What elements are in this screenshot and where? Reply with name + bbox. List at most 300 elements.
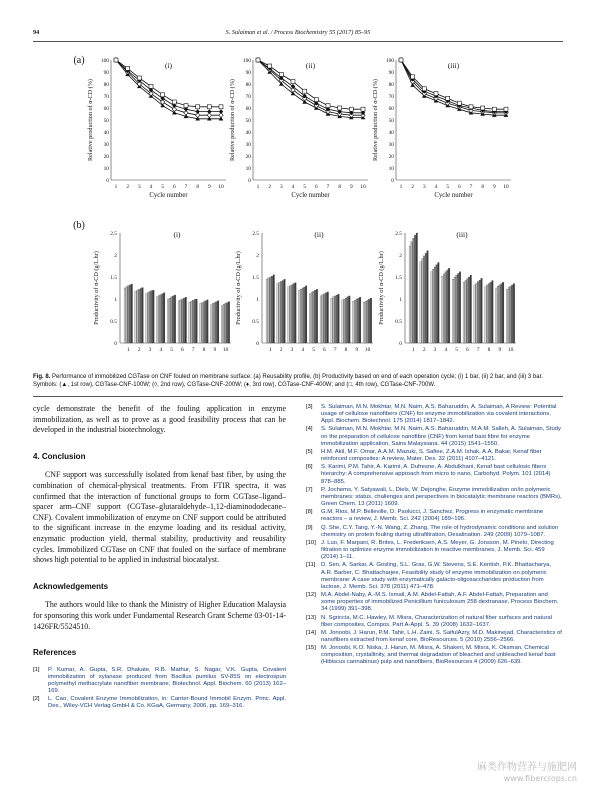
bar [501, 284, 503, 343]
x-tick-label: 6 [181, 347, 184, 353]
bar [270, 277, 272, 343]
bar [497, 286, 499, 343]
x-tick-label: 3 [279, 184, 283, 190]
x-axis-label: Cycle number [149, 192, 188, 199]
x-tick-label: 10 [218, 184, 224, 190]
reference-item: [2] L. Cao, Covalent Enzyme Immobilization, in: Carrier-Bound Immobil Enzym. Princ. Appl. Des., Wiley-VCH Verlag GmbH & Co. KGaA, Germany, 2006, pp. 169–316. [33, 696, 286, 710]
y-tick-label: 0.5 [395, 319, 402, 325]
square-point [279, 72, 283, 76]
bar [438, 262, 440, 343]
bar [180, 300, 182, 343]
bar [470, 275, 472, 343]
running-header [33, 29, 563, 41]
bar [142, 288, 144, 343]
bar [203, 302, 205, 343]
bar [305, 286, 307, 343]
paragraph-continued: cycle demonstrate the benefit of the fouling application in enzyme immobilization, as well as to prove as a good feasibility process that can be developed in the industrial biotechnology. [33, 404, 286, 435]
bar [352, 301, 354, 343]
bar [338, 294, 340, 343]
x-tick-label: 1 [127, 347, 130, 353]
bar [158, 295, 160, 343]
bar [467, 279, 469, 343]
y-tick-label: 1.5 [395, 275, 402, 281]
y-tick-label: 10 [388, 166, 394, 172]
x-tick-label: 6 [323, 347, 326, 353]
bar [284, 279, 286, 343]
y-tick-label: 1 [114, 297, 117, 303]
bar [468, 277, 470, 343]
y-tick-label: 40 [103, 130, 109, 136]
section-heading-conclusion: 4. Conclusion [33, 451, 86, 461]
x-tick-label: 4 [301, 347, 305, 353]
square-point [446, 96, 450, 100]
bar [221, 306, 223, 343]
bar [138, 289, 140, 343]
bar [225, 303, 227, 343]
bar [432, 269, 434, 343]
reference-list-right [306, 404, 563, 668]
bar [205, 301, 207, 343]
bar [135, 291, 137, 343]
y-tick-label: 1.5 [252, 275, 259, 281]
square-point [268, 64, 272, 68]
bar [200, 303, 202, 343]
bar [349, 296, 351, 343]
bar [490, 282, 492, 343]
square-point [291, 80, 295, 84]
square-point [172, 100, 176, 104]
reference-item: [8] G.M. Rios, M.P. Belleville, D. Paolucci, J. Sanchez, Progress in enzymatic membrane reactors – a review, J. Memb. Sci. 242 (2004) 189–196. [306, 509, 563, 523]
x-tick-label: 9 [355, 347, 359, 353]
reference-item: [11] D. Sen, A. Sarkar, A. Gosling, S.L. Gras, G.W. Stevens, S.E. Kentish, P.K. Bhattacharya, A.R. Barber, C. Bhattacharjee, Feasibility study of enzyme immobilization on polymeric membrane: A case study with enzymatically galacto-oligosaccharides production from lactose, J. Memb. Sci. 378 (2011) 471–478. [306, 562, 563, 590]
bar [163, 293, 165, 343]
y-tick-label: 0 [114, 341, 117, 347]
x-tick-label: 4 [159, 347, 163, 353]
reference-link[interactable]: S. Karimi, P.M. Tahir, A. Karimi, A. Dufresne, A. Abdulkhani, Kenaf bast cellulosic fibers hierarchy: A comprehensive approach from micro to nano, Carbohyd. Polym. 101 (2014) 878–885. [321, 464, 551, 485]
x-tick-label: 5 [303, 184, 307, 190]
square-point [411, 75, 415, 79]
bar [409, 246, 411, 343]
bar [356, 299, 358, 343]
bar [336, 295, 338, 343]
bar [411, 242, 413, 343]
reference-link[interactable]: G.M. Rios, M.P. Belleville, D. Paolucci, J. Sanchez, Progress in enzymatic membrane reactors – a review, J. Memb. Sci. 242 (2004) 189–196. [321, 509, 544, 523]
diamond-point [219, 109, 223, 114]
bar [311, 292, 313, 343]
bar [416, 233, 418, 343]
bar [413, 238, 415, 343]
bar [359, 297, 361, 343]
bar [137, 290, 139, 343]
y-tick-label: 1 [399, 297, 402, 303]
x-tick-label: 2 [126, 184, 130, 190]
y-tick-label: 90 [103, 70, 109, 76]
square-point [114, 58, 118, 62]
y-axis-label: Relative production of α-CD (%) [87, 79, 94, 161]
reference-item: [14] M. Jonoobi, J. Harun, P.M. Tahir, L.H. Zaini, S. SaifulAzry, M.D. Makinejad, Characteristics of nanofibers extracted from kenaf core, BioResources. 5 (2010) 2556–2566. [306, 629, 562, 643]
bar [124, 288, 126, 343]
watermark [477, 762, 577, 784]
y-tick-label: 0 [399, 341, 402, 347]
reference-link[interactable]: M.A. Abdel-Naby, A.-M.S. Ismail, A.M. Abdel-Fattah, A.F. Abdel-Fattah, Preparation and some properties of immobilized Penicillium funiculosum 258 dextranase, Process Biochem. 34 (1999) 391–398. [321, 592, 559, 613]
bar [146, 294, 148, 343]
x-tick-label: 10 [503, 184, 509, 190]
bar [448, 268, 450, 343]
y-tick-label: 100 [242, 58, 251, 64]
bar [309, 294, 311, 343]
y-tick-label: 80 [388, 82, 394, 88]
bar [207, 300, 209, 343]
bar [295, 283, 297, 343]
bar [358, 298, 360, 343]
bar [280, 281, 282, 343]
bar [513, 284, 515, 343]
y-tick-label: 70 [388, 94, 394, 100]
x-tick-label: 6 [172, 184, 176, 190]
y-tick-label: 30 [245, 142, 251, 148]
reference-link[interactable]: D. Sen, A. Sarkar, A. Gosling, S.L. Gras, G.W. Stevens, S.E. Kentish, P.K. Bhattacharya, A.R. Barber, C. Bhattacharjee, Feasibility study of enzyme immobilization on polymeric membrane: A case study with enzymatically galacto-oligosaccharides production from lactose, J. Memb. Sci. 378 (2011) 471–478. [321, 562, 552, 590]
y-tick-label: 1.5 [110, 275, 117, 281]
bar [320, 296, 322, 343]
bar [354, 300, 356, 343]
y-tick-label: 60 [388, 106, 394, 112]
reference-link[interactable]: M. Jonoobi, J. Harun, P.M. Tahir, L.H. Zaini, S. SaifulAzry, M.D. Makinejad, Characteristics of nanofibers extracted from kenaf core, BioResources. 5 (2010) 2556–2566. [321, 629, 562, 643]
bar [216, 302, 218, 343]
bar [140, 288, 142, 343]
bar [441, 276, 443, 343]
x-tick-label: 3 [422, 184, 426, 190]
bar [495, 288, 497, 343]
page-number: 94 [33, 29, 40, 36]
x-tick-label: 4 [444, 347, 448, 353]
x-tick-label: 2 [137, 347, 141, 353]
section-heading-acknowledgements: Acknowledgements [33, 581, 109, 591]
y-tick-label: 0 [256, 341, 259, 347]
reference-list-left [33, 667, 286, 711]
bar [457, 273, 459, 343]
bar [342, 300, 344, 343]
x-tick-label: 10 [222, 347, 229, 353]
y-axis-label: Productivity of α-CD (g/L.hr) [93, 251, 100, 325]
bar [420, 262, 422, 343]
x-tick-label: 8 [344, 347, 348, 353]
reference-item: [4] S. Sulaiman, M.N. Mokhtar, M.N. Naim, A.S. Baharuddin, M.A.M. Salleh, A. Sulaiman, Study on the preparation of cellulose nanofibre (CNF) from kenaf bast fibre for enzyme immobilization application, Sains Malaysiana. 44 (2015) 1541–1550. [306, 426, 563, 447]
square-point [149, 84, 153, 88]
bar [343, 299, 345, 343]
square-point [161, 93, 165, 97]
square-point [184, 104, 188, 108]
x-tick-label: 6 [466, 347, 469, 353]
reference-link[interactable]: P. Jochems, Y. Satyawali, L. Diels, W. Dejonghe, Enzyme immobilization on/in polymeric membranes: status, challenges and perspectives in biocatalytic membrane reactors (BMRs), Green Chem. 13 (2011) 1609. [321, 486, 562, 507]
watermark-text: 麻类作物营养与施肥网 [477, 762, 577, 773]
bar [368, 299, 370, 343]
x-tick-label: 9 [498, 347, 502, 353]
bar [314, 290, 316, 343]
bar [334, 296, 336, 343]
x-tick-label: 7 [469, 184, 473, 190]
reference-link[interactable]: Q. She, C.Y. Tang, Y.-N. Wang, Z. Zhang, The role of hydrodynamic conditions and solution chemistry on protein fouling during ultrafiltration, Desalination. 249 (2009) 1079–1087. [321, 524, 559, 538]
y-tick-label: 70 [245, 94, 251, 100]
bar [223, 304, 225, 343]
bar [178, 301, 180, 343]
bar [293, 284, 295, 343]
bar [511, 285, 513, 343]
bar [194, 299, 196, 343]
square-point [349, 107, 353, 111]
bar [160, 295, 162, 343]
bar [486, 285, 488, 343]
bar [126, 287, 128, 343]
y-axis-label: Productivity of α-CD (g/L.hr) [235, 251, 242, 325]
y-tick-label: 0 [106, 178, 109, 184]
bar [365, 301, 367, 343]
bar [436, 265, 438, 343]
subpanel-label: (iii) [456, 230, 468, 239]
x-tick-label: 4 [434, 184, 438, 190]
bar [266, 279, 268, 343]
x-tick-label: 1 [256, 184, 260, 190]
y-tick-label: 90 [388, 70, 394, 76]
bar [131, 284, 133, 343]
y-tick-label: 50 [103, 118, 109, 124]
bar [201, 303, 203, 343]
y-tick-label: 2.5 [395, 231, 402, 237]
x-tick-label: 2 [422, 347, 426, 353]
reference-item: [5] H.M. Akil, M.F. Omar, A.A.M. Mazuki, S. Safiee, Z.A.M. Ishak, A.A. Bakar, Kenaf fiber reinforced composites: A review, Mater. Des. 32 (2011) 4107–4121. [306, 449, 563, 463]
x-tick-label: 9 [349, 184, 353, 190]
x-tick-label: 6 [314, 184, 318, 190]
bar [174, 295, 176, 343]
y-axis-label: Productivity of α-CD (g/L.hr) [378, 251, 385, 325]
square-point [469, 105, 473, 109]
subpanel-label: (ii) [305, 61, 316, 70]
y-tick-label: 50 [245, 118, 251, 124]
bar [463, 282, 465, 343]
x-tick-label: 8 [481, 184, 485, 190]
bar [327, 292, 329, 343]
section-heading-references: References [33, 648, 77, 658]
y-tick-label: 20 [103, 154, 109, 160]
y-tick-label: 100 [385, 58, 394, 64]
y-tick-label: 2 [114, 253, 117, 259]
x-tick-label: 3 [290, 347, 294, 353]
reference-item: [9] Q. She, C.Y. Tang, Y.-N. Wang, Z. Zhang, The role of hydrodynamic conditions and solution chemistry on protein fouling during ultrafiltration, Desalination. 249 (2009) 1079–1087. [306, 525, 563, 539]
square-point [481, 106, 485, 110]
reference-link[interactable]: P. Kumar, A. Gupta, S.R. Dhakate, R.B. Mathur, S. Nagar, V.K. Gupta, Covalent immobilization of xylanase produced from Bacillus pumilus SV-85S on electrospun polymethyl methacrylate nanofiber membrane, Biotechnol. Appl. Biochem. 60 (2013) 162–169. [48, 666, 286, 694]
bar [477, 281, 479, 343]
square-point [126, 66, 130, 70]
y-tick-label: 60 [245, 106, 251, 112]
bar [172, 296, 174, 343]
x-tick-label: 5 [170, 347, 173, 353]
x-tick-label: 10 [360, 184, 366, 190]
y-tick-label: 10 [245, 166, 251, 172]
reference-link[interactable]: M. Jonoobi, K.O. Niska, J. Harun, M. Misra, A. Shakeri, M. Misra, K. Oksman, Chemical composition, crystallinity, and thermal degradation of bleached and unbleached kenaf bast (Hibiscus cannabinus) pulp and nanofibers, BioResources 4 (2009) 626–639. [321, 645, 556, 666]
square-point [492, 107, 496, 111]
reference-link[interactable]: S. Sulaiman, M.N. Mokhtar, M.N. Naim, A.S. Baharuddin, M.A.M. Salleh, A. Sulaiman, Study on the preparation of cellulose nanofibre (CNF) from kenaf bast fibre for enzyme immobilization application, Sains Malaysiana. 44 (2015) 1541–1550. [321, 426, 561, 447]
y-tick-label: 0.5 [110, 319, 117, 325]
bar [149, 292, 151, 343]
reference-item: [7] P. Jochems, Y. Satyawali, L. Diels, W. Dejonghe, Enzyme immobilization on/in polymeric membranes: status, challenges and perspectives in biocatalytic membrane reactors (BMRs), Green Chem. 13 (2011) 1609. [306, 486, 562, 507]
bar [226, 303, 228, 343]
bar [268, 278, 270, 343]
bar [434, 267, 436, 343]
bar [510, 286, 512, 343]
square-point [303, 89, 307, 93]
square-point [434, 92, 438, 96]
x-tick-label: 10 [507, 347, 514, 353]
y-tick-label: 20 [245, 154, 251, 160]
x-tick-label: 1 [412, 347, 415, 353]
bar [322, 295, 324, 343]
x-tick-label: 8 [202, 347, 206, 353]
square-point [196, 105, 200, 109]
x-tick-label: 7 [184, 184, 188, 190]
y-tick-label: 50 [388, 118, 394, 124]
y-tick-label: 0 [248, 178, 251, 184]
diamond-point [195, 109, 199, 114]
y-tick-label: 80 [245, 82, 251, 88]
x-tick-label: 1 [269, 347, 272, 353]
x-tick-label: 2 [268, 184, 272, 190]
bar [189, 302, 191, 343]
bar [169, 298, 171, 343]
x-tick-label: 8 [196, 184, 200, 190]
bar [427, 251, 429, 343]
bar [277, 284, 279, 343]
square-point [399, 58, 403, 62]
subpanel-label: (i) [164, 61, 173, 70]
bar [151, 291, 153, 343]
bar [212, 303, 214, 343]
bar [431, 272, 433, 343]
x-axis-label: Cycle number [291, 192, 330, 199]
y-tick-label: 30 [388, 142, 394, 148]
x-tick-label: 7 [326, 184, 330, 190]
y-axis-label: Relative production of α-CD (%) [229, 79, 236, 161]
bar [153, 290, 155, 343]
bar [452, 279, 454, 343]
bar [479, 280, 481, 343]
reference-link[interactable]: S. Sulaiman, M.N. Mokhtar, M.N. Naim, A.S. Baharuddin, A. Sulaiman, A Review: Potential usage of cellulose nanofibers (CNF) for enzyme immobilization via covalent interactions, Appl. Biochem. Biotechnol. 175 (2014) 1817–1842. [321, 404, 557, 425]
square-point [314, 98, 318, 102]
bar [502, 282, 504, 343]
reference-item: [3] S. Sulaiman, M.N. Mokhtar, M.N. Naim, A.S. Baharuddin, A. Sulaiman, A Review: Potential usage of cellulose nanofibers (CNF) for enzyme immobilization via covalent interactions, Appl. Biochem. Biotechnol. 175 (2014) 1817–1842. [306, 404, 563, 425]
bar [196, 299, 198, 343]
bar [271, 276, 273, 343]
subpanel-label: (i) [173, 230, 181, 239]
bar [228, 302, 230, 343]
bar [298, 290, 300, 343]
y-tick-label: 100 [100, 58, 109, 64]
x-tick-label: 4 [291, 184, 295, 190]
y-tick-label: 2 [399, 253, 402, 259]
x-tick-label: 3 [433, 347, 437, 353]
bar [313, 291, 315, 343]
reference-link[interactable]: N. Sgriccia, M.C. Hawley, M. Misra, Characterization of natural fiber surfaces and natural fiber composites, Compos. Part A-Appl. S. 39 (2008) 1632–1637. [321, 614, 553, 628]
x-tick-label: 8 [338, 184, 342, 190]
bar [282, 281, 284, 343]
y-tick-label: 20 [388, 154, 394, 160]
square-point [256, 58, 260, 62]
panel-a-label: (a) [73, 55, 85, 66]
bar [129, 285, 131, 343]
bar [147, 292, 149, 343]
reference-link[interactable]: L. Cao, Covalent Enzyme Immobilization, in: Carrier-Bound Immobil Enzym. Princ. Appl. Des., Wiley-VCH Verlag GmbH & Co. KGaA, Germany, 2006, pp. 169–316. [48, 696, 286, 710]
x-tick-label: 4 [149, 184, 153, 190]
x-tick-label: 1 [114, 184, 118, 190]
bar [499, 285, 501, 343]
bar [481, 278, 483, 343]
bar [443, 274, 445, 343]
bar [171, 297, 173, 343]
x-tick-label: 9 [213, 347, 217, 353]
x-tick-label: 2 [279, 347, 283, 353]
x-tick-label: 3 [148, 347, 152, 353]
square-point [219, 105, 223, 109]
reference-link[interactable]: J. Luo, F. Marpani, R. Brites, L. Frederiksen, A.S. Meyer, G. Jonsson, M. Pinelo, Directing filtration to optimize enzyme immobilization in reactive membranes, J. Memb. Sci. 459 (2014) 1–11. [321, 540, 554, 561]
x-tick-label: 7 [476, 347, 480, 353]
bar [488, 284, 490, 343]
caption-label: Fig. 8. [33, 374, 51, 380]
bar [425, 253, 427, 343]
bar [465, 281, 467, 343]
bar [324, 294, 326, 343]
bar [345, 298, 347, 343]
bar [363, 302, 365, 343]
subpanel-label: (ii) [314, 230, 324, 239]
bar [185, 297, 187, 343]
bar [289, 286, 291, 343]
bar [302, 288, 304, 343]
x-axis-label: Cycle number [434, 192, 473, 199]
bar [288, 287, 290, 343]
y-tick-label: 60 [103, 106, 109, 112]
bar [445, 272, 447, 343]
x-tick-label: 3 [137, 184, 141, 190]
bar [300, 289, 302, 343]
reference-item: [1] P. Kumar, A. Gupta, S.R. Dhakate, R.B. Mathur, S. Nagar, V.K. Gupta, Covalent immobilization of xylanase produced from Bacillus pumilus SV-85S on electrospun polymethyl methacrylate nanofiber membrane, Biotechnol. Appl. Biochem. 60 (2013) 162–169. [33, 666, 286, 694]
bar [162, 294, 164, 343]
figure-caption [33, 373, 563, 389]
x-tick-label: 8 [487, 347, 491, 353]
bar [210, 305, 212, 343]
bar [331, 298, 333, 343]
reference-item: [10] J. Luo, F. Marpani, R. Brites, L. Frederiksen, A.S. Meyer, G. Jonsson, M. Pinelo, Directing filtration to optimize enzyme immobilization in reactive membranes, J. Memb. Sci. 459 (2014) 1–11. [306, 540, 563, 561]
y-tick-label: 2.5 [252, 231, 259, 237]
bar [485, 287, 487, 343]
y-tick-label: 0.5 [252, 319, 259, 325]
bar [459, 272, 461, 343]
bar [347, 297, 349, 343]
y-tick-label: 10 [103, 166, 109, 172]
bar [291, 285, 293, 343]
bar [191, 301, 193, 343]
reference-link[interactable]: H.M. Akil, M.F. Omar, A.A.M. Mazuki, S. Safiee, Z.A.M. Ishak, A.A. Bakar, Kenaf fiber reinforced composites: A review, Mater. Des. 32 (2011) 4107–4121. [321, 448, 542, 463]
square-point [137, 76, 141, 80]
bar [447, 270, 449, 343]
bar [456, 275, 458, 343]
x-tick-label: 5 [161, 184, 165, 190]
bar [333, 297, 335, 343]
x-tick-label: 5 [312, 347, 315, 353]
left-column [33, 404, 286, 712]
y-tick-label: 2 [256, 253, 259, 259]
bar [370, 298, 372, 343]
x-tick-label: 9 [492, 184, 496, 190]
y-tick-label: 0 [391, 178, 394, 184]
x-tick-label: 1 [399, 184, 403, 190]
